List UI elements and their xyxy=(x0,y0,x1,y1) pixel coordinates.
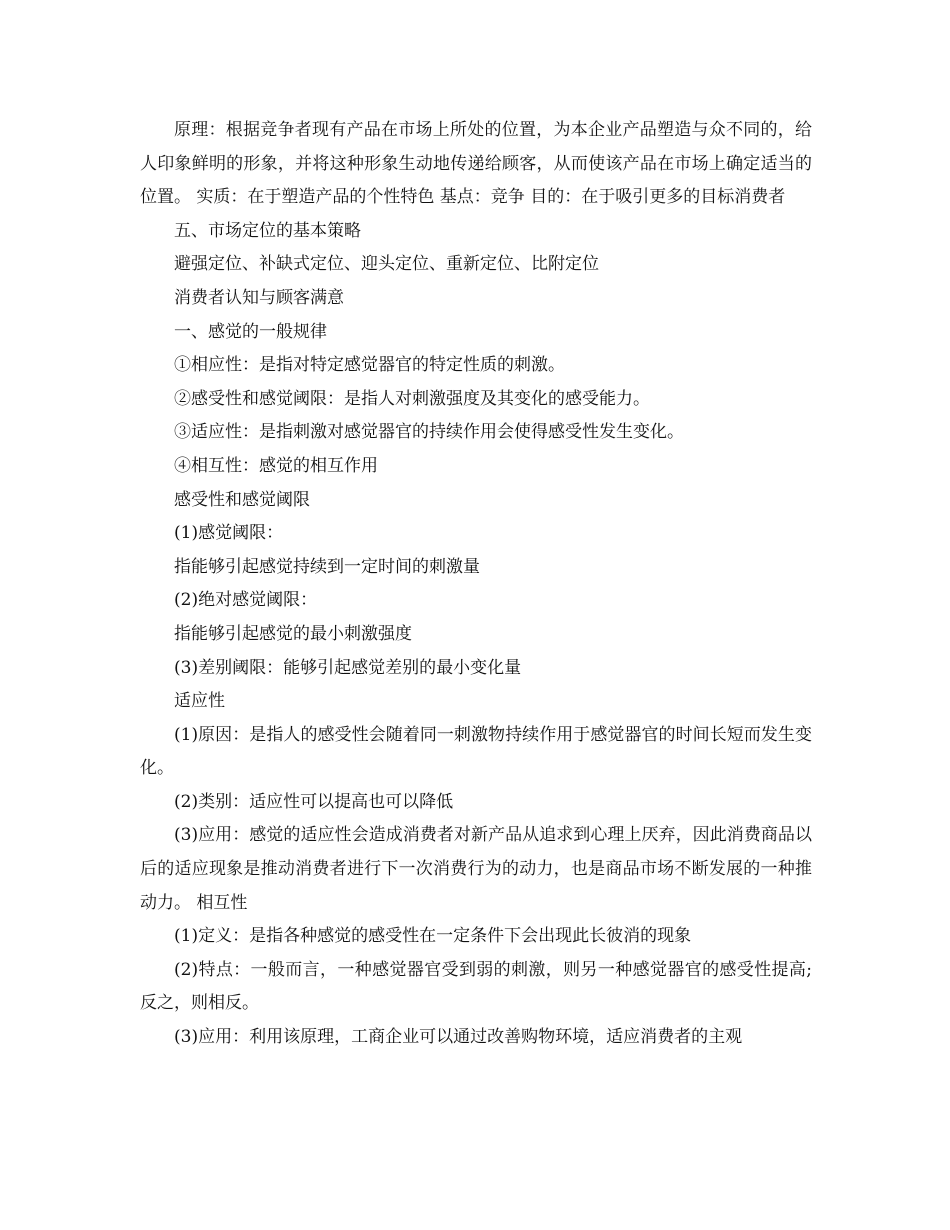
list-item-difference-threshold: (3)差别阈限：能够引起感觉差别的最小变化量 xyxy=(174,657,522,678)
list-item-adaptability-cause: (1)原因：是指人的感受性会随着同一刺激物持续作用于感觉器官的时间长短而发生变化。 xyxy=(140,724,812,779)
list-item-absolute-threshold: (2)绝对感觉阈限： xyxy=(174,590,318,611)
list-item-adaptability-type: (2)类别：适应性可以提高也可以降低 xyxy=(174,791,454,812)
document-body xyxy=(140,114,812,1055)
paragraph-strategy-list: 避强定位、补缺式定位、迎头定位、重新定位、比附定位 xyxy=(174,254,599,275)
list-item-threshold: (1)感觉阈限： xyxy=(174,523,284,544)
paragraph-threshold-definition: 指能够引起感觉持续到一定时间的刺激量 xyxy=(174,556,480,577)
subheading-sensitivity-threshold: 感受性和感觉阈限 xyxy=(174,489,310,510)
list-item-interaction-application: (3)应用：利用该原理，工商企业可以通过改善购物环境，适应消费者的主观 xyxy=(174,1027,743,1048)
paragraph-positioning-principle: 原理：根据竞争者现有产品在市场上所处的位置，为本企业产品塑造与众不同的，给人印象鲜明的形象，并将这种形象生动地传递给顾客，从而使该产品在市场上确定适当的位置。 实质：在于塑造产品的个性特色 基点：竞争 目的：在于吸引更多的目标消费者 xyxy=(140,120,812,208)
list-item-correspondence: ①相应性：是指对特定感觉器官的特定性质的刺激。 xyxy=(174,355,565,376)
list-item-interaction-definition: (1)定义：是指各种感觉的感受性在一定条件下会出现此长彼消的现象 xyxy=(174,926,692,947)
paragraph-absolute-threshold-definition: 指能够引起感觉的最小刺激强度 xyxy=(174,623,412,644)
list-item-interaction-feature: (2)特点：一般而言，一种感觉器官受到弱的刺激，则另一种感觉器官的感受性提高;反之，则相反。 xyxy=(140,959,812,1014)
heading-sensation-rules: 一、感觉的一般规律 xyxy=(174,321,327,342)
heading-consumer-cognition: 消费者认知与顾客满意 xyxy=(174,287,344,308)
list-item-adaptability: ③适应性：是指刺激对感觉器官的持续作用会使得感受性发生变化。 xyxy=(174,422,684,443)
list-item-sensitivity: ②感受性和感觉阈限：是指人对刺激强度及其变化的感受能力。 xyxy=(174,388,650,409)
list-item-interaction: ④相互性：感觉的相互作用 xyxy=(174,455,378,476)
heading-positioning-strategies: 五、市场定位的基本策略 xyxy=(174,220,361,241)
list-item-adaptability-application: (3)应用：感觉的适应性会造成消费者对新产品从追求到心理上厌弃，因此消费商品以后的适应现象是推动消费者进行下一次消费行为的动力，也是商品市场不断发展的一种推动力。 相互性 xyxy=(140,825,812,913)
subheading-adaptability: 适应性 xyxy=(174,691,225,712)
